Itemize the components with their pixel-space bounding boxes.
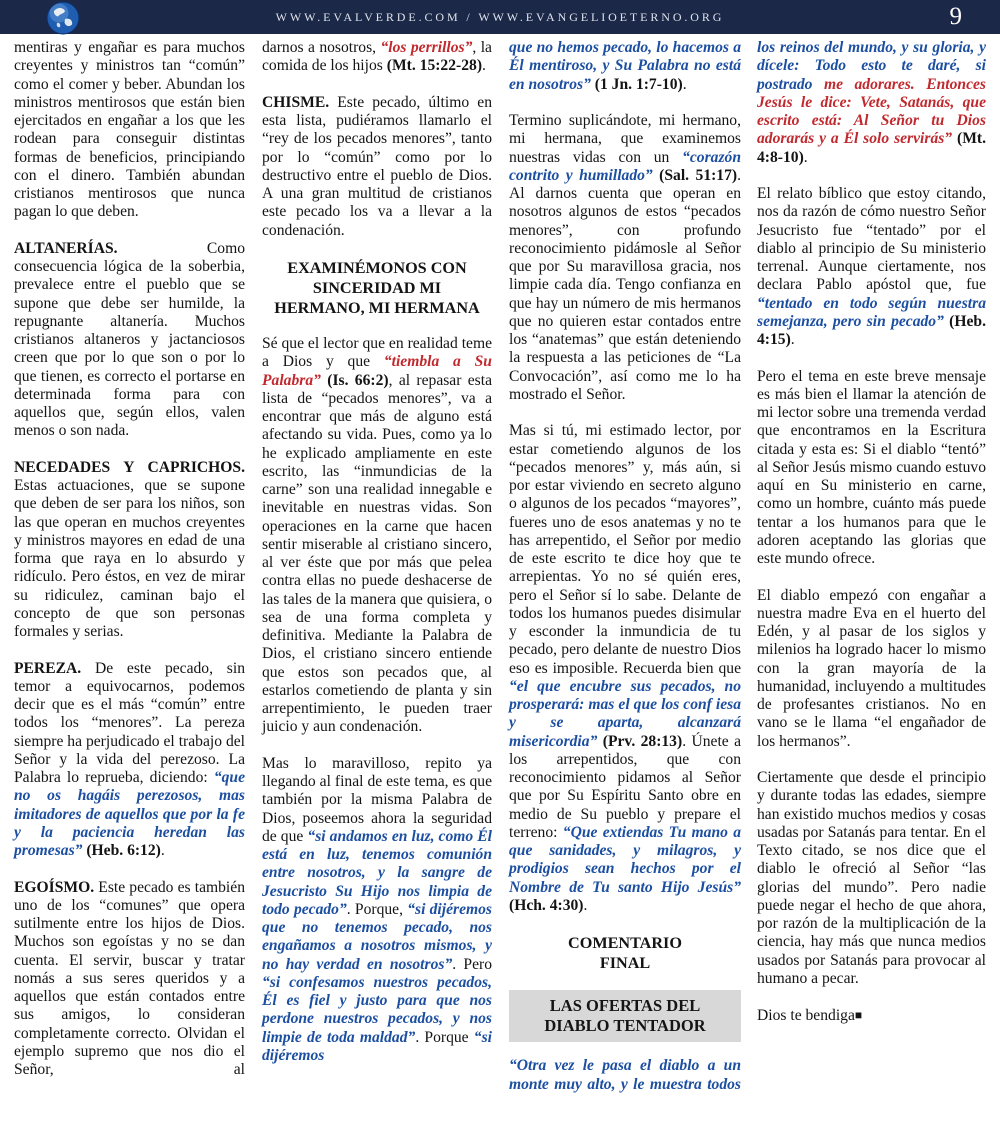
body-text: Dios te bendiga	[757, 1007, 855, 1025]
page-number: 9	[949, 3, 962, 30]
subsection-title	[262, 258, 492, 318]
body-text: Ciertamente que desde el principio y durante todas las edades, siempre han existido muchos medios y cosas usadas por Satanás para tentar. En el Texto citado, se nos dice que el diablo le ofreció al Señor “las glorias del mundo”. Pero nadie puede negar el hecho de que ahora, por razón de la multiplicación de la ciencia, hay más que nunca medios usados por Satanás para provocar al humano a pecar.	[757, 769, 986, 987]
body-text: Este pecado, último en esta lista, pudiéramos llamarlo el “rey de los pecados menores”, tanto por lo “común” como por lo destructivo entre el pueblo de Dios. A una gran multitud de cristianos este pecado los va a llevar a la condenación.	[262, 93, 492, 239]
body-text: .	[482, 57, 486, 75]
article-paragraph	[262, 39, 492, 76]
body-text: Mas lo maravilloso, repito ya llegando al final de este tema, es que también por la misma Palabra de Dios, poseemos ahora la seguridad de que	[262, 754, 492, 845]
section-heading: EGOÍSMO.	[14, 878, 95, 896]
scripture-reference: (Mt. 4:8-10)	[757, 130, 986, 166]
title-line: DIABLO TENTADOR	[544, 1016, 706, 1036]
article-paragraph	[509, 422, 741, 915]
article-paragraph	[757, 185, 986, 349]
scripture-quote: los reinos del mundo, y su gloria, y dícele: Todo esto te daré, si postrado	[757, 39, 986, 93]
body-text: El diablo empezó con engañar a nuestra madre Eva en el huerto del Edén, y al pasar de los siglos y milenios ha logrado hacer lo mismo con la gran mayoría de la humanidad, incluyendo a multitudes de profesantes cristianos. No en vano se le llama “el engañador de los hermanos”.	[757, 586, 986, 750]
body-text: , al repasar esta lista de “pecados menores”, va a encontrar que más de alguno está afectando su vida. Pues, como ya lo he explicado ampliamente en este escrito, las “inmundicias de la carne” son una realidad innegable e inevitable en nuestras vidas. Son operaciones en la carne que hacen sentir miserable al cristiano sincero, al ver éste que por más que pelea contra ellas no puede deshacerse de las tales de la manera que quisiera, o sea de una forma completa y definitiva. Mediante la Palabra de Dios, el cristiano sincero entiende que estos son pecados que, al estarlos cometiendo de planta y sin arrepentimiento, le pueden traer juicio y aun condenación.	[262, 371, 492, 736]
scripture-reference: (Heb. 6:12)	[82, 842, 161, 859]
body-text: Este pecado es también uno de los “comunes” que opera sutilmente entre los hijos de Dios. Muchos son egoístas y no se dan cuenta. El servir, buscar y tratar nomás a sus seres queridos y a aquellos que están contados entre sus amigos, lo consideran completamente correcto. Olvidan el ejemplo supremo que nos dio el Señor, al	[14, 878, 245, 1078]
article-paragraph	[14, 240, 245, 441]
body-text: Pero el tema en este breve mensaje es más bien el llamar la atención de mi lector sobre una tremenda verdad que encontramos en la Escritura citada y esta es: Si el diablo “tentó” al Señor Jesús mismo cuando estuvo aquí en Su ministerio en carne, como un hombre, cuánto más puede tentar a los humanos para que le adoren aceptando las glorias que este mundo ofrece.	[757, 367, 986, 567]
article-paragraph	[14, 459, 245, 642]
title-line: HERMANO, MI HERMANA	[274, 299, 480, 317]
boxed-section-title	[509, 990, 741, 1042]
subsection-title	[509, 933, 741, 973]
text-column-2	[262, 39, 492, 1083]
body-text: .	[803, 148, 808, 166]
scripture-quote-red: “tiembla a Su Palabra”	[262, 353, 492, 389]
article-paragraph	[14, 879, 245, 1080]
title-line: FINAL	[599, 954, 651, 973]
scripture-quote: “si dijéremos	[262, 1028, 492, 1064]
article-paragraph	[757, 1006, 986, 1025]
section-heading: CHISME.	[262, 93, 330, 111]
scripture-quote: “corazón contrito y humillado”	[509, 148, 741, 184]
body-text: , la comida de los hijos	[262, 39, 492, 75]
body-text: De este pecado, sin temor a equivocarnos, podemos decir que es el más “común” entre todos los “menores”. La pereza siempre ha perjudicado el trabajo del Señor y la vida del perezoso. La Palabra lo reprueba, diciendo:	[14, 659, 245, 786]
article-paragraph	[262, 335, 492, 737]
scripture-reference: (Mt. 15:22-28)	[386, 57, 483, 75]
article-paragraph	[757, 587, 986, 751]
body-text: Mas si tú, mi estimado lector, por estar cometiendo algunos de los “pecados menores” y, más aún, si por estar viviendo en secreto alguno o algunos de los pecados “mayores”, fueres uno de esos anatemas y no te has arrepentido, el Señor por medio de este escrito te dice hoy que te arrepientas. Yo no sé quién eres, pero el Señor sí lo sabe. Delante de todos los humanos puedes disimular y esconder la inmundicia de tu pecado, pero delante de nuestro Dios eso es imposible. Recuerda bien que	[509, 422, 741, 677]
scripture-quote-red: “los perrillos”	[380, 39, 473, 56]
section-heading: PEREZA.	[14, 659, 82, 677]
body-text: . Porque,	[346, 900, 408, 918]
scripture-reference: (Prv. 28:13)	[597, 732, 683, 750]
title-line: LAS OFERTAS DEL	[549, 996, 701, 1016]
body-text: Sé que el lector que en realidad teme a Dios y que	[262, 335, 492, 371]
scripture-quote-red: me adorares. Entonces Jesús le dice: Vete, Satanás, que escrito está: Al Señor tu Dios adorarás y a Él solo servirás”	[757, 75, 986, 148]
title-line: EXAMINÉMONOS CON	[287, 259, 467, 277]
title-line: SINCERIDAD MI	[312, 279, 442, 297]
end-mark: ■	[854, 1008, 863, 1023]
scripture-quote: “si dijéremos que no tenemos pecado, nos engañamos a nosotros mismos, y no hay verdad en nosotros”	[262, 900, 492, 973]
article-paragraph	[14, 660, 245, 861]
scripture-quote: “que no os hagáis perezosos, mas imitadores de aquellos que por la fe y la paciencia heredan las promesas”	[14, 769, 245, 859]
article-paragraph	[509, 1057, 741, 1094]
body-text: Termino suplicándote, mi hermano, mi hermana, que examinemos nuestras vidas con un	[509, 112, 741, 166]
scripture-quote: “si confesamos nuestros pecados, Él es fiel y justo para que nos perdone nuestros pecados, y nos limpie de toda maldad”	[262, 973, 492, 1046]
article-paragraph	[509, 112, 741, 404]
scripture-quote: “tentado en todo según nuestra semejanza, pero sin pecado”	[757, 294, 986, 330]
body-text: . Al darnos cuenta que operan en nosotros algunos de estos “pecados menores”, con profundo reconocimiento pidámosle al Señor que por Su maravillosa gracia, nos limpie cada día. Tengo confianza en que hay un número de mis hermanos que no quieren estar contados entre los “anatemas” que están deteniendo la respuesta a las peticiones de “La Convocación”, así como me lo ha mostrado el Señor.	[509, 166, 741, 403]
article-paragraph	[509, 39, 741, 94]
scripture-quote: “si andamos en luz, como Él está en luz, tenemos comunión entre nosotros, y la sangre de Jesucristo Su Hijo nos limpia de todo pecado”	[262, 827, 493, 918]
body-text: .	[790, 331, 795, 348]
scripture-reference: (Is. 66:2)	[320, 371, 389, 389]
body-text: .	[583, 896, 588, 914]
title-line: COMENTARIO	[568, 934, 682, 953]
article-paragraph	[14, 39, 245, 222]
body-text: .	[682, 75, 687, 93]
scripture-reference: (Sal. 51:17)	[652, 166, 738, 184]
scripture-reference: (Heb. 4:15)	[757, 312, 986, 348]
scripture-reference: (Hch. 4:30)	[509, 896, 584, 914]
body-text: darnos a nosotros,	[262, 39, 381, 56]
article-paragraph	[262, 755, 492, 1065]
article-paragraph	[757, 368, 986, 569]
body-text: . Únete a los arrepentidos, que con reconocimiento pidamos al Señor que por Su Espíritu Santo obre en medio de Su pueblo y prepare el terreno:	[509, 732, 741, 841]
body-text: Estas actuaciones, que se supone que deben de ser para los niños, son las que operan en muchos creyentes y ministros mayores en edad de una forma que raya en lo absurdo y ridículo. Pero éstos, en vez de mirar su ridiculez, caminan bajo el concepto de que son personas formales y serias.	[14, 477, 245, 640]
article-paragraph	[757, 39, 986, 167]
scripture-quote: “Otra vez le pasa el diablo a un monte muy alto, y le muestra todos	[509, 1057, 741, 1093]
site-urls: WWW.EVALVERDE.COM / WWW.EVANGELIOETERNO.ORG	[275, 10, 725, 24]
section-heading: NECEDADES Y CAPRICHOS.	[14, 458, 245, 476]
article-paragraph	[262, 94, 492, 240]
scripture-quote: que no hemos pecado, lo hacemos a Él mentiroso, y Su Palabra no está en nosotros”	[509, 39, 741, 93]
text-column-3	[509, 39, 741, 1112]
scripture-reference: (1 Jn. 1:7-10)	[590, 75, 683, 93]
scripture-quote: “Que extiendas Tu mano a que sanidades, y milagros, y prodigios sean hechos por el Nombre de Tu santo Hijo Jesús”	[509, 823, 742, 896]
body-text: . Porque	[415, 1028, 474, 1046]
body-text: . Pero	[452, 955, 493, 973]
section-heading: ALTANERÍAS.	[14, 239, 118, 257]
body-text: mentiras y engañar es para muchos creyentes y ministros tan “común” como el comer y beber. Abundan los ministros mentirosos que están bien ejercitados en engañar a los que les rodean para conseguir distintas formas de beneficios, principiando con el dinero. También abundan cristianos mentirosos que nunca pagan lo que deben.	[14, 39, 245, 221]
scripture-quote: “el que encubre sus pecados, no prosperará: mas el que los conf iesa y se aparta, alcanzará misericordia”	[509, 677, 741, 750]
body-text: Como consecuencia lógica de la soberbia, prevalece entre el pueblo que se supone que debe ser humilde, la repugnante altanería. Muchos cristianos altaneros y jactanciosos creen que por lo que son o por lo que tienen, es correcto el portarse en determinada forma para con aquellos que, según ellos, valen menos o son nada.	[14, 239, 245, 440]
text-column-4	[757, 39, 986, 1044]
article-paragraph	[757, 769, 986, 988]
body-text: .	[160, 842, 165, 859]
text-column-1	[14, 39, 245, 1098]
body-text: El relato bíblico que estoy citando, nos da razón de cómo nuestro Señor Jesucristo fue “tentado” por el diablo al principio de Su ministerio terrenal. Aunque ciertamente, nos declara Pablo apóstol que, fue	[757, 185, 986, 294]
